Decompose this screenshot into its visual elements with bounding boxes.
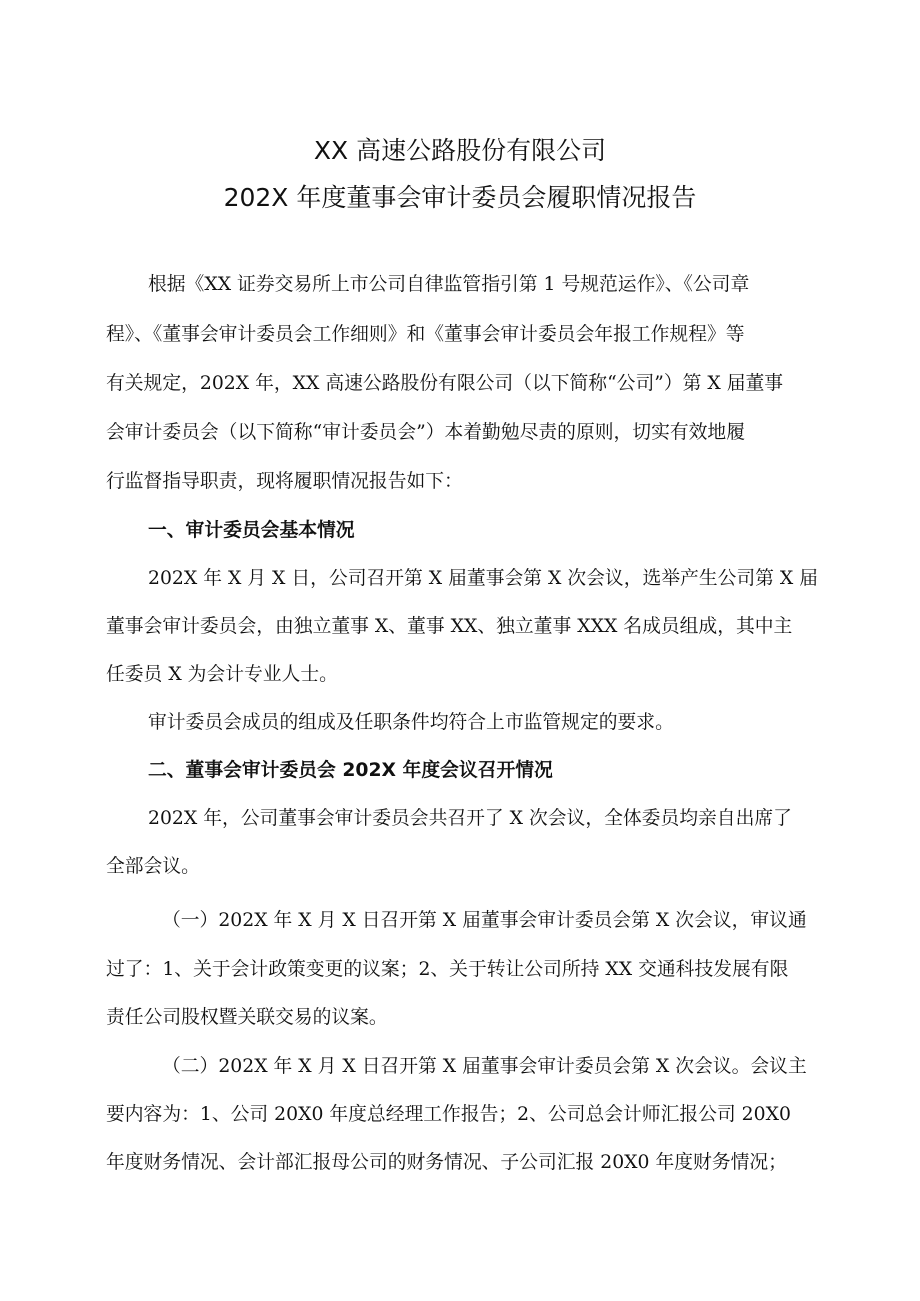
section-heading: 二、董事会审计委员会 202X 年度会议召开情况 bbox=[148, 760, 553, 781]
document-title-report: 202X 年度董事会审计委员会履职情况报告 bbox=[223, 183, 697, 212]
paragraph-line: 董事会审计委员会，由独立董事 X、董事 XX、独立董事 XXX 名成员组成，其中主 bbox=[106, 616, 793, 637]
paragraph-line: 审计委员会成员的组成及任职条件均符合上市监管规定的要求。 bbox=[148, 712, 674, 733]
section-heading: 一、审计委员会基本情况 bbox=[148, 520, 355, 541]
paragraph-line: 202X 年，公司董事会审计委员会共召开了 X 次会议，全体委员均亲自出席了 bbox=[148, 808, 792, 829]
paragraph-line: 任委员 X 为会计专业人士。 bbox=[106, 664, 338, 685]
paragraph-line: 程》、《董事会审计委员会工作细则》和《董事会审计委员会年报工作规程》等 bbox=[106, 324, 745, 345]
paragraph-line: 根据《XX 证券交易所上市公司自律监管指引第 1 号规范运作》、《公司章 bbox=[148, 274, 750, 295]
paragraph-line: 全部会议。 bbox=[106, 856, 200, 877]
paragraph-line: 有关规定，202X 年，XX 高速公路股份有限公司（以下简称“公司”）第 X 届董事 bbox=[106, 373, 784, 394]
document-title-company: XX 高速公路股份有限公司 bbox=[313, 136, 607, 165]
paragraph-line: （一）202X 年 X 月 X 日召开第 X 届董事会审计委员会第 X 次会议，审议通 bbox=[162, 910, 807, 931]
paragraph-line: 202X 年 X 月 X 日，公司召开第 X 届董事会第 X 次会议，选举产生公司第 X 届 bbox=[148, 568, 819, 589]
paragraph-line: 会审计委员会（以下简称“审计委员会”）本着勤勉尽责的原则，切实有效地履 bbox=[106, 422, 745, 443]
paragraph-line: 责任公司股权暨关联交易的议案。 bbox=[106, 1007, 388, 1028]
paragraph-line: 行监督指导职责，现将履职情况报告如下： bbox=[106, 471, 463, 492]
paragraph-line: 要内容为：1、公司 20X0 年度总经理工作报告；2、公司总会计师汇报公司 20X0 bbox=[106, 1104, 791, 1125]
paragraph-line: （二）202X 年 X 月 X 日召开第 X 届董事会审计委员会第 X 次会议。会议主 bbox=[162, 1056, 807, 1077]
paragraph-line: 过了：1、关于会计政策变更的议案；2、关于转让公司所持 XX 交通科技发展有限 bbox=[106, 959, 789, 980]
paragraph-line: 年度财务情况、会计部汇报母公司的财务情况、子公司汇报 20X0 年度财务情况； bbox=[106, 1152, 787, 1173]
